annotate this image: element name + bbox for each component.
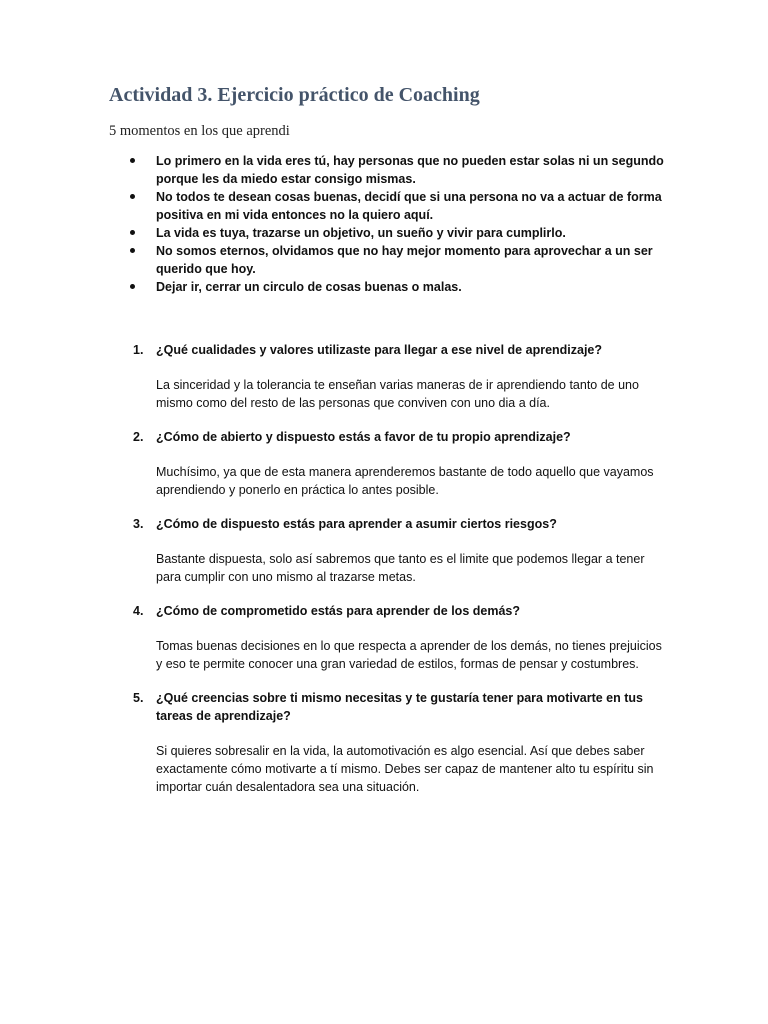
question-text: ¿Cómo de comprometido estás para aprender de los demás? [156, 604, 520, 618]
question-number: 2. [133, 430, 144, 444]
question-number: 4. [133, 604, 144, 618]
bullet-item [130, 242, 670, 278]
bullet-item [130, 152, 670, 188]
answer-text: Bastante dispuesta, solo así sabremos que tanto es el limite que podemos llegar a tener para cumplir con uno mismo al trazarse metas. [156, 552, 645, 584]
question-list [130, 341, 670, 812]
bullet-text: Dejar ir, cerrar un circulo de cosas buenas o malas. [156, 280, 462, 294]
answer-text: Si quieres sobresalir en la vida, la automotivación es algo esencial. Así que debes saber exactamente cómo motivarte a tí mismo. Debes ser capaz de mantener alto tu espíritu sin importar cuán desalentadora sea una situación. [156, 744, 654, 794]
bullet-dot-icon [130, 158, 135, 163]
answer-text: Tomas buenas decisiones en lo que respecta a aprender de los demás, no tienes prejuicios y eso te permite conocer una gran variedad de estilos, formas de pensar y costumbres. [156, 639, 662, 671]
question-item [130, 602, 670, 673]
question-number: 1. [133, 343, 144, 357]
question-item [130, 689, 670, 796]
bullet-text: La vida es tuya, trazarse un objetivo, un sueño y vivir para cumplirlo. [156, 226, 566, 240]
answer-text: Muchísimo, ya que de esta manera aprenderemos bastante de todo aquello que vayamos aprendiendo y ponerlo en práctica lo antes posible. [156, 465, 654, 497]
question-text: ¿Cómo de dispuesto estás para aprender a asumir ciertos riesgos? [156, 517, 557, 531]
answer-text: La sinceridad y la tolerancia te enseñan varias maneras de ir aprendiendo tanto de uno mismo como del resto de las personas que conviven con uno dia a día. [156, 378, 639, 410]
question-item [130, 341, 670, 412]
bullet-item [130, 278, 670, 296]
bullet-text: Lo primero en la vida eres tú, hay personas que no pueden estar solas ni un segundo porque les da miedo estar consigo mismas. [156, 154, 664, 186]
document-subtitle: 5 momentos en los que aprendi [109, 123, 290, 139]
bullet-dot-icon [130, 194, 135, 199]
bullet-item [130, 188, 670, 224]
question-text: ¿Qué creencias sobre ti mismo necesitas y te gustaría tener para motivarte en tus tareas de aprendizaje? [156, 691, 643, 723]
question-text: ¿Qué cualidades y valores utilizaste para llegar a ese nivel de aprendizaje? [156, 343, 603, 357]
bullet-dot-icon [130, 248, 135, 253]
question-number: 3. [133, 517, 144, 531]
bullet-list [130, 152, 670, 296]
question-item [130, 428, 670, 499]
bullet-text: No somos eternos, olvidamos que no hay mejor momento para aprovechar a un ser querido que hoy. [156, 244, 653, 276]
question-text: ¿Cómo de abierto y dispuesto estás a favor de tu propio aprendizaje? [156, 430, 571, 444]
bullet-text: No todos te desean cosas buenas, decidí que si una persona no va a actuar de forma positiva en mi vida entonces no la quiero aquí. [156, 190, 662, 222]
bullet-dot-icon [130, 284, 135, 289]
question-number: 5. [133, 691, 144, 705]
bullet-item [130, 224, 670, 242]
question-item [130, 515, 670, 586]
bullet-dot-icon [130, 230, 135, 235]
document-title: Actividad 3. Ejercicio práctico de Coaching [109, 84, 480, 106]
